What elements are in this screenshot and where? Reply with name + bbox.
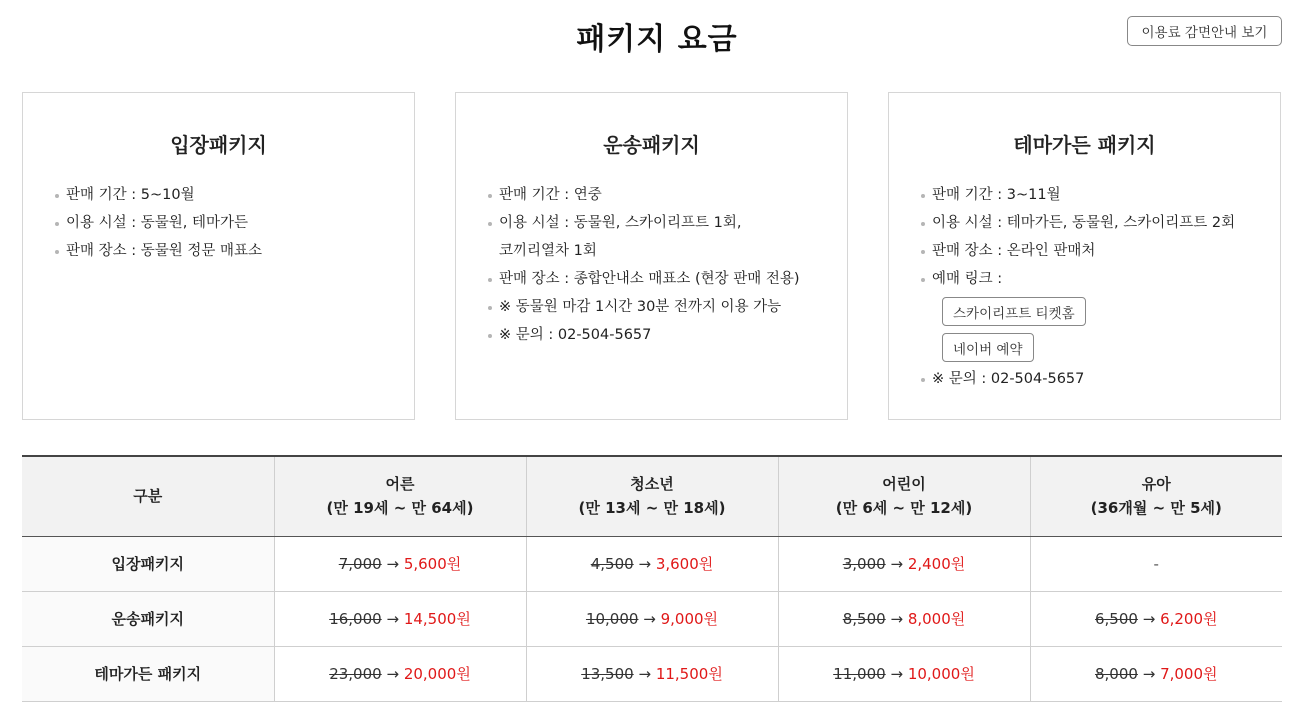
arrow-icon: →	[1142, 665, 1156, 683]
card-info-list	[55, 181, 414, 265]
discount-price: 9,000원	[660, 610, 719, 628]
row-label: 운송패키지	[22, 591, 274, 646]
entry-package-card	[22, 92, 415, 420]
price-cell	[526, 536, 778, 591]
list-item-continuation: 코끼리열차 1회	[499, 243, 597, 259]
arrow-icon: →	[386, 665, 400, 683]
arrow-icon: →	[890, 610, 904, 628]
fee-reduction-info-button[interactable]: 이용료 감면안내 보기	[1127, 16, 1282, 46]
list-item: 판매 장소 : 온라인 판매처	[921, 237, 1260, 265]
header-infant: 유아 (36개월 ~ 만 5세)	[1030, 456, 1282, 536]
row-label: 테마가든 패키지	[22, 646, 274, 701]
list-item: 판매 기간 : 연중	[488, 181, 827, 209]
list-item: ※ 문의 : 02-504-5657	[921, 365, 1260, 393]
price-cell	[274, 646, 526, 701]
discount-price: 5,600원	[403, 555, 462, 573]
price-cell	[526, 591, 778, 646]
list-item: 판매 기간 : 3~11월	[921, 181, 1260, 209]
list-item: 판매 기간 : 5~10월	[55, 181, 394, 209]
header-adult: 어른 (만 19세 ~ 만 64세)	[274, 456, 526, 536]
table-row	[22, 591, 1282, 646]
price-cell	[1030, 646, 1282, 701]
price-cell	[274, 591, 526, 646]
header-category: 구분	[22, 456, 274, 536]
list-item: 이용 시설 : 테마가든, 동물원, 스카이리프트 2회	[921, 209, 1260, 237]
list-item: 예매 링크 :	[921, 265, 1260, 293]
discount-price: 20,000원	[403, 665, 471, 683]
list-item: 이용 시설 : 동물원, 스카이리프트 1회,	[488, 209, 827, 237]
price-cell	[1030, 591, 1282, 646]
row-label: 입장패키지	[22, 536, 274, 591]
discount-price: 7,000원	[1160, 665, 1218, 683]
price-cell	[526, 646, 778, 701]
price-cell	[1030, 536, 1282, 591]
skylift-ticket-home-button[interactable]: 스카이리프트 티켓홈	[942, 297, 1086, 326]
original-price: 13,500	[581, 665, 634, 683]
original-price: 23,000	[329, 665, 382, 683]
price-cell	[274, 536, 526, 591]
table-header-row	[22, 456, 1282, 536]
table-row	[22, 646, 1282, 701]
original-price: 8,500	[842, 610, 886, 628]
arrow-icon: →	[890, 555, 904, 573]
arrow-icon: →	[386, 610, 400, 628]
arrow-icon: →	[890, 665, 904, 683]
arrow-icon: →	[386, 555, 400, 573]
table-row	[22, 536, 1282, 591]
list-item: 판매 장소 : 동물원 정문 매표소	[55, 237, 394, 265]
naver-booking-button[interactable]: 네이버 예약	[942, 333, 1034, 362]
discount-price: 10,000원	[907, 665, 975, 683]
transport-package-card	[455, 92, 848, 420]
arrow-icon: →	[1142, 610, 1156, 628]
original-price: 6,500	[1094, 610, 1138, 628]
list-item: ※ 문의 : 02-504-5657	[488, 321, 827, 349]
arrow-icon: →	[638, 555, 652, 573]
original-price: 8,000	[1094, 665, 1138, 683]
header-youth: 청소년 (만 13세 ~ 만 18세)	[526, 456, 778, 536]
arrow-icon: →	[643, 610, 656, 628]
price-cell	[778, 591, 1030, 646]
package-price-table	[22, 455, 1282, 702]
price-cell	[778, 536, 1030, 591]
header-child: 어린이 (만 6세 ~ 만 12세)	[778, 456, 1030, 536]
original-price: 4,500	[590, 555, 634, 573]
price-cell	[778, 646, 1030, 701]
discount-price: 3,600원	[655, 555, 714, 573]
discount-price: 14,500원	[403, 610, 471, 628]
card-info-list	[488, 181, 847, 349]
original-price: 16,000	[329, 610, 382, 628]
original-price: 3,000	[842, 555, 886, 573]
list-item: 이용 시설 : 동물원, 테마가든	[55, 209, 394, 237]
page-title: 패키지 요금	[576, 22, 738, 57]
card-info-list	[921, 181, 1280, 393]
not-applicable: -	[1153, 554, 1159, 573]
original-price: 7,000	[338, 555, 382, 573]
original-price: 10,000	[585, 610, 639, 628]
card-title: 입장패키지	[170, 133, 267, 157]
list-item: ※ 동물원 마감 1시간 30분 전까지 이용 가능	[488, 293, 827, 321]
theme-garden-package-card	[888, 92, 1281, 420]
original-price: 11,000	[833, 665, 886, 683]
discount-price: 8,000원	[907, 610, 966, 628]
list-item: 판매 장소 : 종합안내소 매표소 (현장 판매 전용)	[488, 265, 827, 293]
discount-price: 6,200원	[1160, 610, 1218, 628]
card-title: 테마가든 패키지	[1013, 133, 1156, 157]
discount-price: 2,400원	[907, 555, 966, 573]
arrow-icon: →	[638, 665, 652, 683]
card-title: 운송패키지	[603, 133, 700, 157]
booking-links	[921, 293, 1260, 365]
discount-price: 11,500원	[655, 665, 723, 683]
